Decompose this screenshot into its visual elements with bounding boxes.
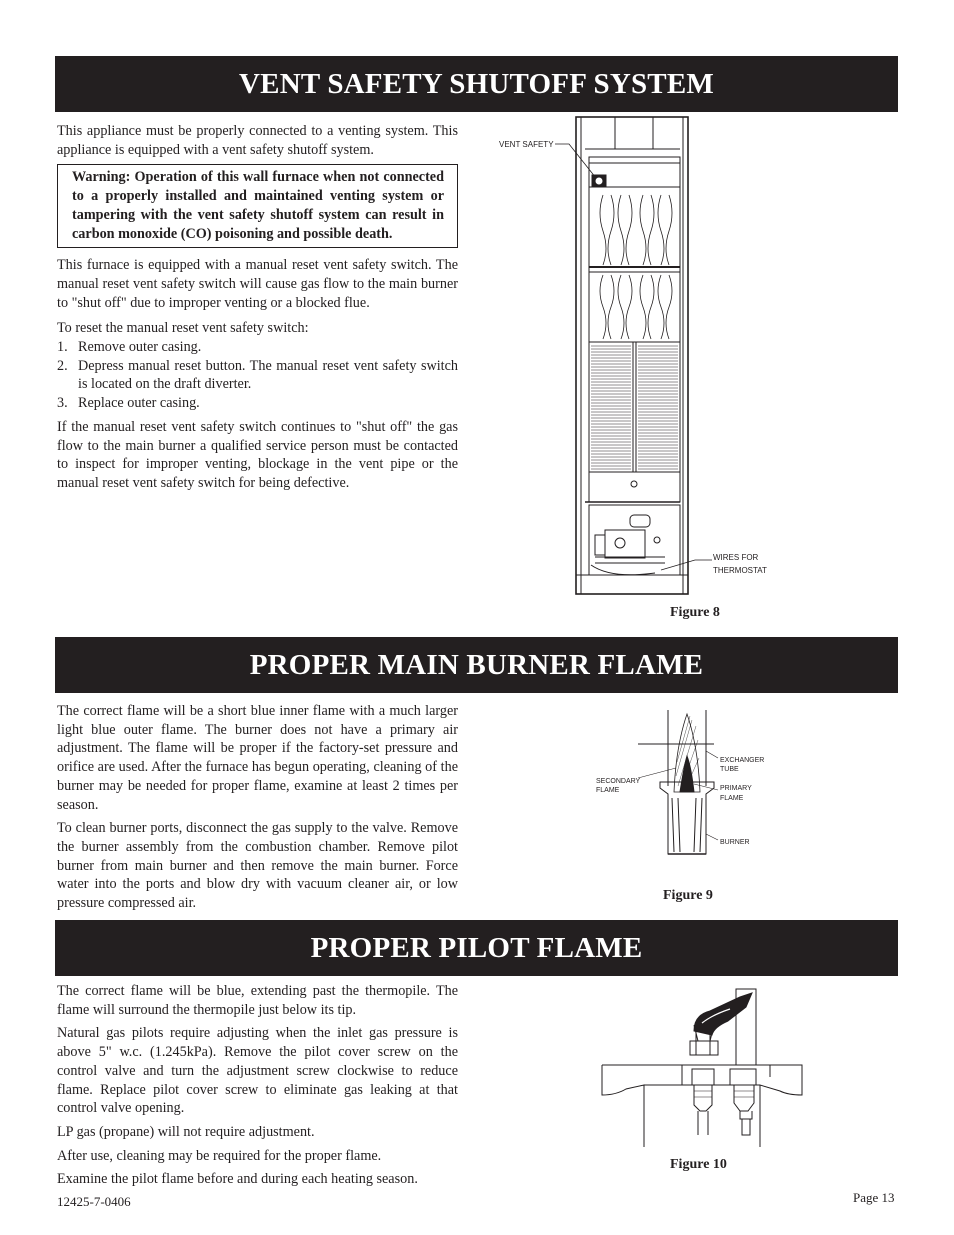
section-title-vent-safety: VENT SAFETY SHUTOFF SYSTEM	[55, 56, 898, 112]
burner-flame-paragraph: The correct flame will be a short blue inner flame with a much larger light blue outer flame. The burner does not have a primary air adjustment. The flame will be proper if the factory-set pressure and orifice are used. After the furnace has begun operating, cleaning of the burner may be needed for proper flame, examine at least 2 times per season.	[57, 703, 458, 813]
figure-9-burner-flame-diagram	[594, 706, 794, 866]
figure-9-label-flame-secondary: FLAME	[596, 787, 620, 794]
figure-9-label-primary: PRIMARY	[720, 785, 752, 792]
figure-8-label-vent-safety: VENT SAFETY	[499, 140, 554, 149]
section-title-pilot-flame: PROPER PILOT FLAME	[55, 920, 898, 976]
pilot-cleaning-paragraph: After use, cleaning may be required for the proper flame.	[57, 1147, 382, 1164]
figure-8-label-wires: WIRES FOR	[713, 553, 759, 562]
pilot-lp-paragraph: LP gas (propane) will not require adjustment.	[57, 1123, 315, 1140]
figure-9-label-exchanger: EXCHANGER	[720, 757, 765, 764]
pilot-flame-paragraph: The correct flame will be blue, extending past the thermopile. The flame will surround the thermopile just below its tip.	[57, 983, 458, 1018]
figure-9-label-tube: TUBE	[720, 766, 739, 773]
reset-step: 2. Depress manual reset button. The manual reset vent safety switch is located on the draft diverter.	[57, 357, 458, 393]
vent-switch-paragraph: This furnace is equipped with a manual reset vent safety switch. The manual reset vent safety switch will cause gas flow to the main burner to "shut off" due to improper venting or a blocked flue.	[57, 257, 458, 311]
figure-9-label-secondary: SECONDARY	[596, 778, 641, 785]
vent-text-column	[57, 122, 458, 498]
figure-8-caption: Figure 8	[670, 605, 720, 620]
figure-9-label-flame-primary: FLAME	[720, 795, 744, 802]
figure-9-label-burner: BURNER	[720, 839, 750, 846]
burner-cleaning-paragraph: To clean burner ports, disconnect the gas supply to the valve. Remove the burner assembly from the combustion chamber. Remove pilot burner from main burner and then remove the main burner. Force water into the ports and blow dry with vacuum cleaner air, or low pressure compressed air.	[57, 820, 458, 912]
warning-box: Warning: Operation of this wall furnace when not connected to a properly installed and maintained venting system or tampering with the vent safety shutoff system can result in carbon monoxide (CO) poisoning and possible death.	[57, 164, 458, 248]
figure-8-furnace-diagram	[495, 115, 785, 600]
vent-service-paragraph: If the manual reset vent safety switch continues to "shut off" the gas flow to the main burner a qualified service person must be contacted to inspect for improper venting, blockage in the vent pipe or the manual reset vent safety switch for being defective.	[57, 418, 458, 491]
figure-10-pilot-flame-diagram	[600, 985, 805, 1150]
vent-intro-paragraph: This appliance must be properly connected to a venting system. This appliance is equipped with a vent safety shutoff system.	[57, 123, 458, 158]
reset-step: 3. Replace outer casing.	[57, 395, 200, 412]
document-number: 12425-7-0406	[57, 1194, 131, 1209]
figure-8-label-thermostat: THERMOSTAT	[713, 566, 767, 575]
pilot-text-column	[57, 982, 458, 1194]
pilot-adjust-paragraph: Natural gas pilots require adjusting when the inlet gas pressure is above 5" w.c. (1.245kPa). Remove the pilot cover screw on the control valve and turn the adjustment screw clockwise to reduce flame. Replace pilot cover screw to eliminate gas leaking at that control valve opening.	[57, 1025, 458, 1117]
figure-9-caption: Figure 9	[663, 888, 713, 903]
reset-step: 1. Remove outer casing.	[57, 339, 202, 356]
pilot-examine-paragraph: Examine the pilot flame before and during each heating season.	[57, 1171, 418, 1188]
reset-steps-list	[57, 338, 458, 413]
section-title-main-burner-flame: PROPER MAIN BURNER FLAME	[55, 637, 898, 693]
burner-text-column	[57, 702, 458, 918]
reset-instructions-heading: To reset the manual reset vent safety switch:	[57, 320, 309, 337]
figure-10-caption: Figure 10	[670, 1157, 727, 1172]
page-number: Page 13	[853, 1190, 895, 1205]
